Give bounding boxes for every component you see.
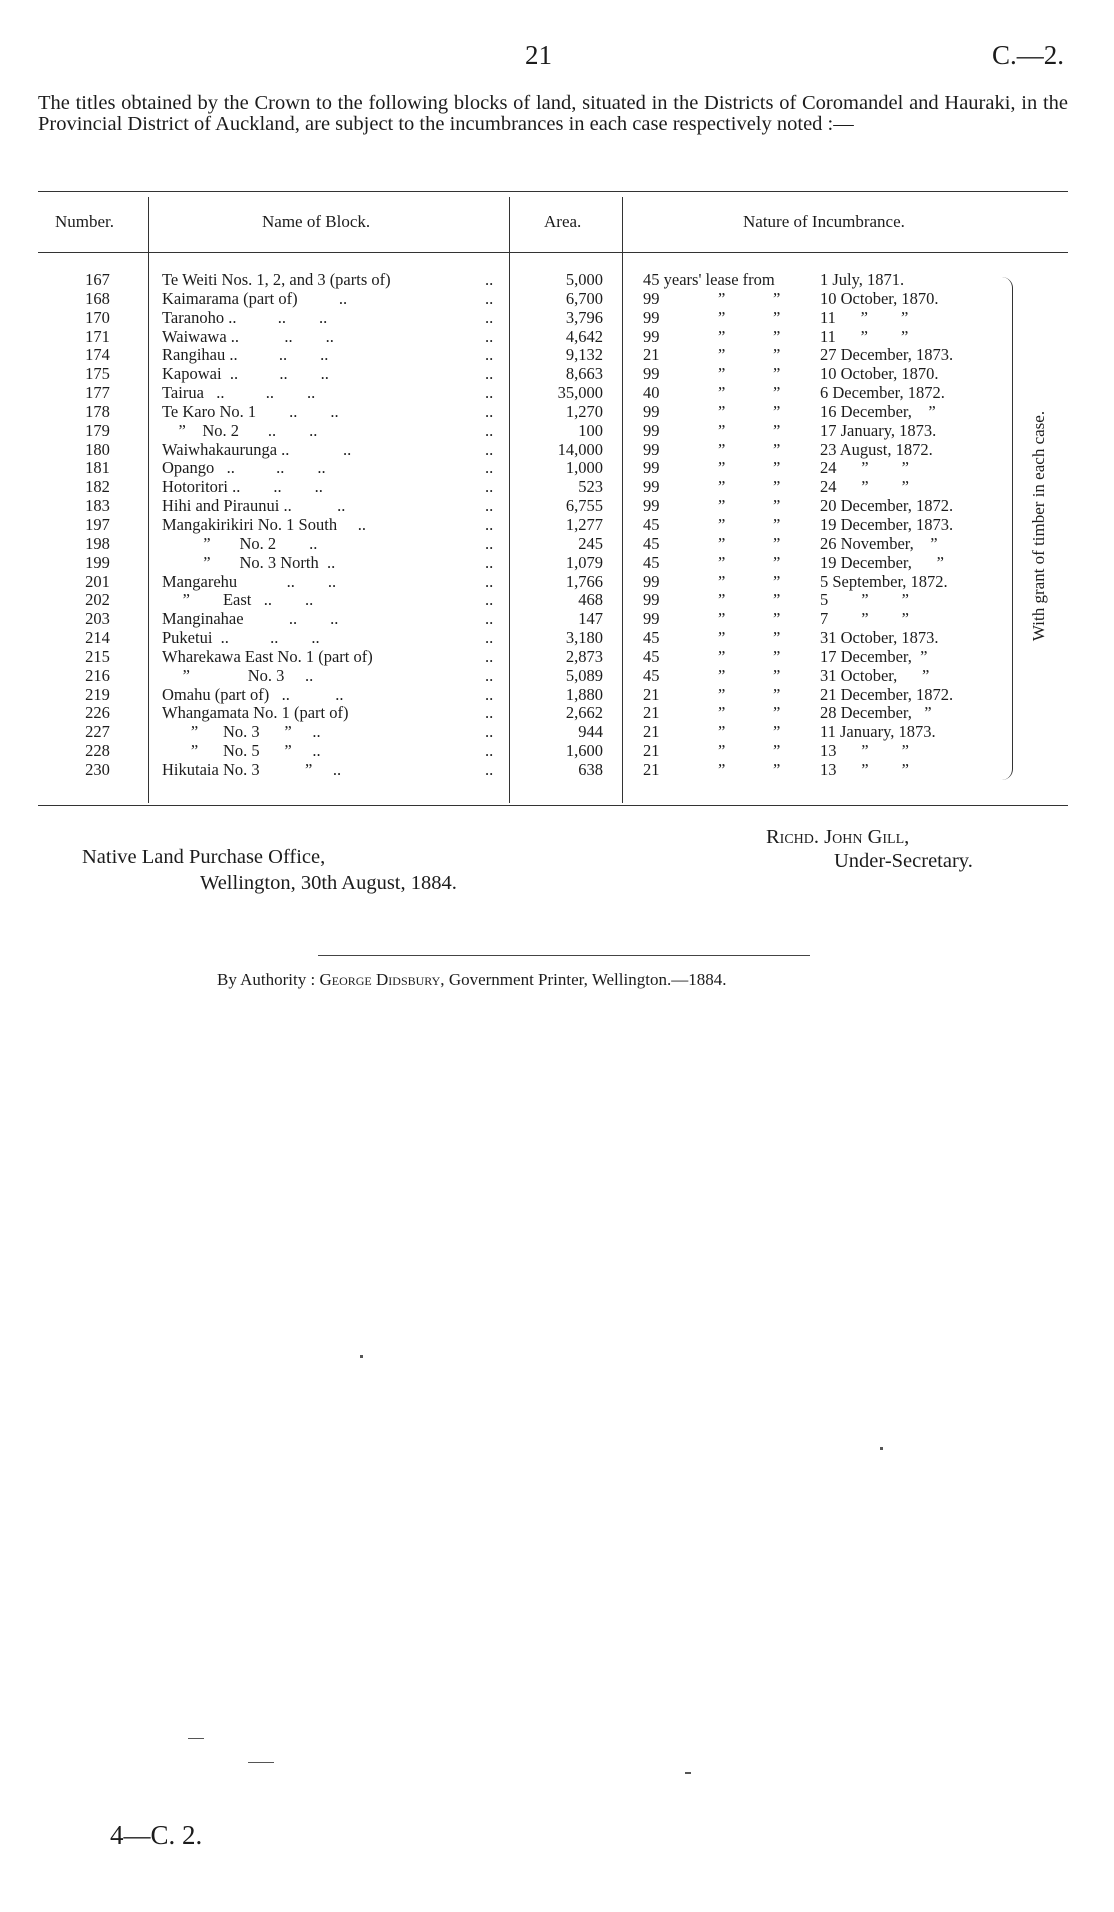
row-ditto-mark: ”: [773, 496, 781, 516]
row-area: 1,270: [565, 401, 603, 421]
row-block-name: ” No. 2 .. ..: [162, 420, 318, 440]
row-years: 40: [643, 383, 660, 403]
row-years: 99: [643, 288, 660, 308]
row-number: 197: [85, 514, 110, 534]
row-ditto-mark: ”: [773, 722, 781, 742]
table-row: [0, 535, 1114, 554]
row-area: 14,000: [557, 439, 603, 459]
row-block-name: Whangamata No. 1 (part of): [162, 703, 349, 723]
row-block-name: Kaimarama (part of) ..: [162, 288, 348, 308]
row-block-name: ” No. 3 ” ..: [162, 722, 321, 742]
row-block-name: ” East .. ..: [162, 590, 314, 610]
table-row: [0, 271, 1114, 290]
table-row: [0, 478, 1114, 497]
table-row: [0, 648, 1114, 667]
row-date: 31 October, 1873.: [820, 628, 939, 648]
row-ditto-mark: ”: [773, 552, 781, 572]
row-leader-dots: ..: [485, 307, 494, 327]
signature-mark: 4—C. 2.: [110, 1820, 203, 1850]
row-number: 183: [85, 496, 110, 516]
row-date: 5 ” ”: [820, 590, 909, 610]
row-date: 13 ” ”: [820, 741, 909, 761]
row-years: 99: [643, 439, 660, 459]
row-leader-dots: ..: [485, 684, 494, 704]
row-date: 6 December, 1872.: [820, 383, 945, 403]
signoff-date: Wellington, 30th August, 1884.: [200, 872, 457, 894]
row-years: 99: [643, 609, 660, 629]
row-ditto-mark: ”: [718, 609, 726, 629]
table-row: [0, 290, 1114, 309]
table-row: [0, 573, 1114, 592]
row-block-name: ” No. 5 ” ..: [162, 741, 321, 761]
row-date: 28 December, ”: [820, 703, 932, 723]
row-area: 35,000: [557, 383, 603, 403]
row-block-name: ” No. 3 North ..: [162, 552, 336, 572]
row-area: 100: [578, 420, 603, 440]
row-date: 26 November, ”: [820, 533, 938, 553]
table-row: [0, 554, 1114, 573]
row-block-name: Te Karo No. 1 .. ..: [162, 401, 339, 421]
row-years: 99: [643, 364, 660, 384]
row-ditto-mark: ”: [773, 307, 781, 327]
row-number: 227: [85, 722, 110, 742]
table-row: [0, 309, 1114, 328]
table-row: [0, 497, 1114, 516]
row-ditto-mark: ”: [773, 439, 781, 459]
row-ditto-mark: ”: [773, 326, 781, 346]
row-years: 21: [643, 684, 660, 704]
row-area: 5,089: [565, 665, 603, 685]
office-name: Native Land Purchase Office,: [82, 846, 326, 868]
row-years: 99: [643, 326, 660, 346]
row-ditto-mark: ”: [718, 684, 726, 704]
row-leader-dots: ..: [485, 383, 494, 403]
row-ditto-mark: ”: [773, 477, 781, 497]
row-ditto-mark: ”: [718, 420, 726, 440]
row-block-name: Hihi and Piraunui .. ..: [162, 496, 346, 516]
intro-paragraph: The titles obtained by the Crown to the following blocks of land, situated in the Districts of Coromandel and Hauraki, in the Provincial District of Auckland, are subject to the incumbrances in each case respectively noted :—: [38, 92, 1068, 135]
row-date: 1 July, 1871.: [820, 270, 905, 289]
row-years: 45 years' lease from: [643, 270, 775, 289]
row-area: 6,755: [565, 496, 603, 516]
row-ditto-mark: ”: [773, 364, 781, 384]
row-leader-dots: ..: [485, 722, 494, 742]
grouping-brace: [1002, 277, 1013, 780]
row-date: 7 ” ”: [820, 609, 909, 629]
table-row: [0, 328, 1114, 347]
row-block-name: Taranoho .. .. ..: [162, 307, 328, 327]
row-area: 3,180: [565, 628, 603, 648]
row-number: 201: [85, 571, 110, 591]
row-number: 171: [85, 326, 110, 346]
row-leader-dots: ..: [485, 270, 494, 289]
row-ditto-mark: ”: [718, 646, 726, 666]
row-ditto-mark: ”: [718, 533, 726, 553]
row-number: 216: [85, 665, 110, 685]
row-ditto-mark: ”: [718, 628, 726, 648]
row-leader-dots: ..: [485, 420, 494, 440]
row-years: 99: [643, 307, 660, 327]
row-block-name: Hikutaia No. 3 ” ..: [162, 759, 342, 779]
row-area: 1,000: [565, 458, 603, 478]
row-ditto-mark: ”: [773, 288, 781, 308]
row-ditto-mark: ”: [718, 288, 726, 308]
row-ditto-mark: ”: [773, 703, 781, 723]
table-top-rule: [38, 191, 1068, 192]
row-ditto-mark: ”: [773, 533, 781, 553]
table-row: [0, 591, 1114, 610]
row-leader-dots: ..: [485, 571, 494, 591]
row-block-name: Kapowai .. .. ..: [162, 364, 329, 384]
row-area: 523: [578, 477, 603, 497]
row-area: 1,880: [565, 684, 603, 704]
row-date: 19 December, ”: [820, 552, 944, 572]
page-number: 21: [525, 40, 552, 70]
row-number: 198: [85, 533, 110, 553]
table-row: [0, 384, 1114, 403]
row-date: 11 January, 1873.: [820, 722, 936, 742]
imprint-suffix: Government Printer, Wellington.—1884.: [448, 970, 727, 989]
row-leader-dots: ..: [485, 458, 494, 478]
row-area: 2,662: [565, 703, 603, 723]
row-leader-dots: ..: [485, 364, 494, 384]
row-area: 638: [578, 759, 603, 779]
row-years: 99: [643, 420, 660, 440]
row-date: 10 October, 1870.: [820, 288, 939, 308]
row-area: 1,600: [565, 741, 603, 761]
row-number: 215: [85, 646, 110, 666]
row-leader-dots: ..: [485, 609, 494, 629]
row-date: 11 ” ”: [820, 307, 909, 327]
row-years: 21: [643, 703, 660, 723]
row-leader-dots: ..: [485, 703, 494, 723]
imprint-printer: George Didsbury,: [319, 970, 445, 989]
row-years: 21: [643, 722, 660, 742]
row-number: 199: [85, 552, 110, 572]
row-area: 9,132: [565, 345, 603, 365]
page-speck: [188, 1738, 204, 1739]
table-row: [0, 365, 1114, 384]
row-ditto-mark: ”: [718, 477, 726, 497]
row-block-name: Puketui .. .. ..: [162, 628, 320, 648]
row-area: 245: [578, 533, 603, 553]
row-number: 203: [85, 609, 110, 629]
row-ditto-mark: ”: [773, 628, 781, 648]
row-date: 21 December, 1872.: [820, 684, 954, 704]
row-leader-dots: ..: [485, 590, 494, 610]
row-area: 1,079: [565, 552, 603, 572]
row-ditto-mark: ”: [718, 741, 726, 761]
table-row: [0, 742, 1114, 761]
row-leader-dots: ..: [485, 552, 494, 572]
row-ditto-mark: ”: [718, 722, 726, 742]
page-speck: [248, 1762, 274, 1763]
header-nature-of-incumbrance: Nature of Incumbrance.: [743, 212, 905, 231]
table-row: [0, 346, 1114, 365]
row-ditto-mark: ”: [718, 383, 726, 403]
row-block-name: Mangarehu .. ..: [162, 571, 337, 591]
page-speck: [360, 1355, 363, 1358]
row-leader-dots: ..: [485, 741, 494, 761]
row-ditto-mark: ”: [773, 609, 781, 629]
row-years: 99: [643, 477, 660, 497]
row-ditto-mark: ”: [773, 590, 781, 610]
row-years: 21: [643, 741, 660, 761]
row-ditto-mark: ”: [773, 458, 781, 478]
row-years: 45: [643, 533, 660, 553]
row-ditto-mark: ”: [773, 571, 781, 591]
row-area: 6,700: [565, 288, 603, 308]
row-number: 174: [85, 345, 110, 365]
row-date: 27 December, 1873.: [820, 345, 954, 365]
row-number: 178: [85, 401, 110, 421]
row-number: 179: [85, 420, 110, 440]
row-ditto-mark: ”: [773, 514, 781, 534]
row-date: 17 December, ”: [820, 646, 928, 666]
row-area: 3,796: [565, 307, 603, 327]
row-number: 181: [85, 458, 110, 478]
row-ditto-mark: ”: [718, 496, 726, 516]
row-ditto-mark: ”: [718, 703, 726, 723]
row-ditto-mark: ”: [718, 665, 726, 685]
row-block-name: ” No. 2 ..: [162, 533, 318, 553]
imprint-line: [217, 970, 726, 990]
row-years: 45: [643, 665, 660, 685]
row-ditto-mark: ”: [773, 665, 781, 685]
table-row: [0, 686, 1114, 705]
table-row: [0, 403, 1114, 422]
header-name-of-block: Name of Block.: [262, 212, 371, 231]
row-area: 944: [578, 722, 603, 742]
table-row: [0, 610, 1114, 629]
table-row: [0, 761, 1114, 780]
row-ditto-mark: ”: [718, 364, 726, 384]
row-block-name: Tairua .. .. ..: [162, 383, 316, 403]
table-row: [0, 459, 1114, 478]
row-ditto-mark: ”: [718, 439, 726, 459]
side-note: With grant of timber in each case.: [1029, 410, 1048, 642]
row-leader-dots: ..: [485, 759, 494, 779]
table-header-rule: [38, 252, 1068, 253]
row-leader-dots: ..: [485, 326, 494, 346]
signer-title: Under-Secretary.: [834, 850, 973, 872]
row-number: 228: [85, 741, 110, 761]
row-leader-dots: ..: [485, 665, 494, 685]
row-block-name: Omahu (part of) .. ..: [162, 684, 344, 704]
row-number: 180: [85, 439, 110, 459]
row-ditto-mark: ”: [773, 684, 781, 704]
row-number: 175: [85, 364, 110, 384]
row-date: 5 September, 1872.: [820, 571, 948, 591]
table-row: [0, 704, 1114, 723]
row-block-name: Manginahae .. ..: [162, 609, 339, 629]
imprint-rule: [318, 955, 810, 956]
row-years: 99: [643, 496, 660, 516]
row-block-name: Rangihau .. .. ..: [162, 345, 329, 365]
row-number: 214: [85, 628, 110, 648]
row-number: 177: [85, 383, 110, 403]
row-date: 23 August, 1872.: [820, 439, 933, 459]
imprint-prefix: By Authority :: [217, 970, 316, 989]
row-block-name: Waiwhakaurunga .. ..: [162, 439, 352, 459]
row-number: 168: [85, 288, 110, 308]
row-block-name: Waiwawa .. .. ..: [162, 326, 334, 346]
row-block-name: ” No. 3 ..: [162, 665, 314, 685]
row-number: 219: [85, 684, 110, 704]
row-ditto-mark: ”: [718, 514, 726, 534]
row-number: 230: [85, 759, 110, 779]
row-ditto-mark: ”: [773, 741, 781, 761]
row-ditto-mark: ”: [773, 401, 781, 421]
row-block-name: Te Weiti Nos. 1, 2, and 3 (parts of): [162, 270, 391, 289]
row-ditto-mark: ”: [773, 646, 781, 666]
row-years: 99: [643, 401, 660, 421]
row-ditto-mark: ”: [718, 307, 726, 327]
row-date: 13 ” ”: [820, 759, 909, 779]
row-area: 1,766: [565, 571, 603, 591]
row-area: 468: [578, 590, 603, 610]
row-number: 167: [85, 270, 110, 289]
table-row: [0, 667, 1114, 686]
table-row: [0, 723, 1114, 742]
row-years: 45: [643, 552, 660, 572]
page-speck: [880, 1447, 883, 1450]
row-area: 5,000: [565, 270, 603, 289]
row-date: 24 ” ”: [820, 477, 909, 497]
row-ditto-mark: ”: [718, 326, 726, 346]
header-area: Area.: [544, 212, 582, 231]
row-ditto-mark: ”: [773, 383, 781, 403]
row-years: 99: [643, 571, 660, 591]
row-date: 11 ” ”: [820, 326, 909, 346]
row-area: 1,277: [565, 514, 603, 534]
row-leader-dots: ..: [485, 345, 494, 365]
row-date: 24 ” ”: [820, 458, 909, 478]
row-ditto-mark: ”: [773, 345, 781, 365]
signer-name: Richd. John Gill,: [766, 826, 910, 848]
row-block-name: Mangakirikiri No. 1 South ..: [162, 514, 366, 534]
table-body: [0, 271, 1114, 780]
row-leader-dots: ..: [485, 288, 494, 308]
row-area: 4,642: [565, 326, 603, 346]
row-block-name: Opango .. .. ..: [162, 458, 326, 478]
row-leader-dots: ..: [485, 496, 494, 516]
row-leader-dots: ..: [485, 533, 494, 553]
row-number: 182: [85, 477, 110, 497]
row-years: 45: [643, 514, 660, 534]
table-row: [0, 441, 1114, 460]
row-years: 45: [643, 628, 660, 648]
row-area: 2,873: [565, 646, 603, 666]
row-leader-dots: ..: [485, 628, 494, 648]
row-leader-dots: ..: [485, 439, 494, 459]
row-leader-dots: ..: [485, 401, 494, 421]
row-block-name: Hotoritori .. .. ..: [162, 477, 323, 497]
row-leader-dots: ..: [485, 477, 494, 497]
row-leader-dots: ..: [485, 514, 494, 534]
row-area: 8,663: [565, 364, 603, 384]
row-number: 226: [85, 703, 110, 723]
row-number: 202: [85, 590, 110, 610]
row-leader-dots: ..: [485, 646, 494, 666]
table-row: [0, 422, 1114, 441]
row-ditto-mark: ”: [718, 345, 726, 365]
row-date: 20 December, 1872.: [820, 496, 954, 516]
row-ditto-mark: ”: [773, 420, 781, 440]
table-row: [0, 629, 1114, 648]
document-code: C.—2.: [991, 40, 1064, 70]
row-years: 21: [643, 759, 660, 779]
row-date: 31 October, ”: [820, 665, 930, 685]
row-date: 10 October, 1870.: [820, 364, 939, 384]
row-years: 99: [643, 590, 660, 610]
row-ditto-mark: ”: [718, 759, 726, 779]
row-years: 45: [643, 646, 660, 666]
row-date: 16 December, ”: [820, 401, 936, 421]
row-years: 21: [643, 345, 660, 365]
table-row: [0, 516, 1114, 535]
header-number: Number.: [55, 212, 115, 231]
row-ditto-mark: ”: [718, 590, 726, 610]
row-area: 147: [578, 609, 603, 629]
row-date: 17 January, 1873.: [820, 420, 937, 440]
page-speck: [685, 1772, 691, 1774]
row-years: 99: [643, 458, 660, 478]
row-number: 170: [85, 307, 110, 327]
row-ditto-mark: ”: [718, 571, 726, 591]
row-ditto-mark: ”: [718, 401, 726, 421]
row-ditto-mark: ”: [773, 759, 781, 779]
row-block-name: Wharekawa East No. 1 (part of): [162, 646, 373, 666]
row-ditto-mark: ”: [718, 458, 726, 478]
table-bottom-rule: [38, 805, 1068, 806]
row-ditto-mark: ”: [718, 552, 726, 572]
row-date: 19 December, 1873.: [820, 514, 954, 534]
